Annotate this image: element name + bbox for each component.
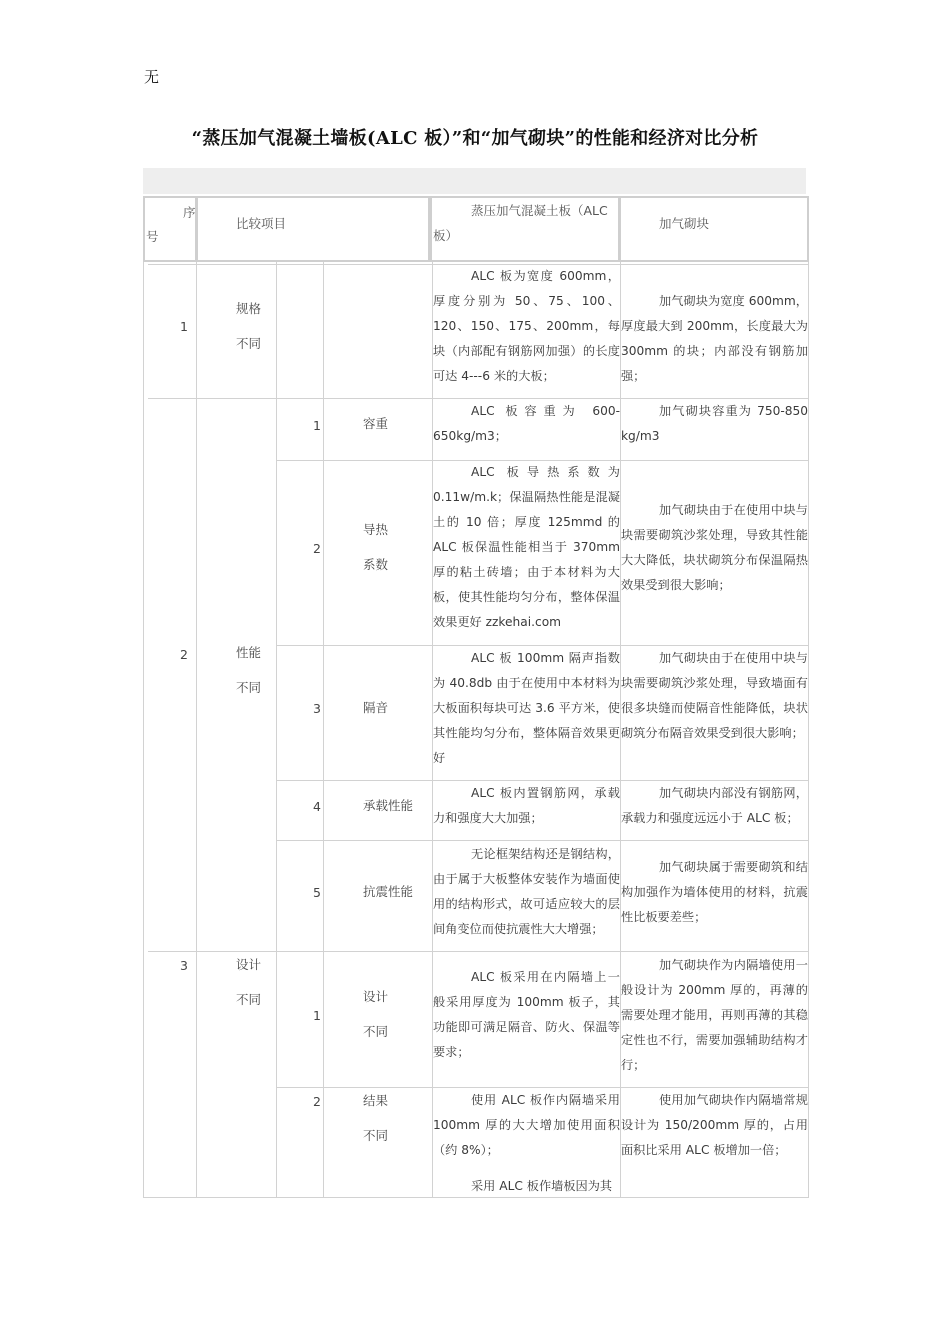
row2-number: 2 [180, 647, 188, 662]
row2-sub3-number: 3 [313, 701, 321, 716]
header-block: 加气砌块 [659, 216, 710, 231]
header-item: 比较项目 [236, 216, 287, 231]
hline-r2s4-end [277, 840, 808, 841]
row3-number: 3 [180, 958, 188, 973]
row2-sub3-alc-text: ALC 板 100mm 隔声指数为 40.8db 由于在使用中本材料为大板面积每块可达 3.6 平方米，使其性能均匀分布，整体隔音效果更好 [433, 651, 620, 765]
header-seq-top: 序 [183, 205, 196, 220]
header-item-cell [196, 196, 430, 262]
vline-seq [196, 262, 197, 1198]
row2-sub3-name: 隔音 [363, 700, 389, 715]
row2-sub2-name-b: 系数 [363, 557, 389, 572]
row2-sub5-alc-text: 无论框架结构还是钢结构，由于属于大板整体安装作为墙面使用的结构形式，故可适应较大的层间角变位而使抗震性大大增强； [433, 847, 620, 936]
row3-sub2-name-b: 不同 [363, 1128, 389, 1143]
header-block-cell [619, 196, 809, 262]
row2-sub4-number: 4 [313, 799, 321, 814]
row2-category-b: 不同 [236, 680, 262, 695]
vline-subnum [323, 262, 324, 1198]
row3-sub1-block-text: 加气砌块作为内隔墙使用一般设计为 200mm 厚的，再薄的需要处理才能用，再则再薄的其稳定性也不行，需要加强辅助结构才行； [621, 958, 808, 1072]
row2-sub2-alc-text: ALC 板导热系数为 0.11w/m.k；保温隔热性能是混凝土的 10 倍；厚度 125mmd 的 ALC 板保温性能相当于 370mm 厚的粘土砖墙；由于本材料为大板，使其性能均匀分布，整体保温效果更好 zzkehai.com [433, 465, 620, 629]
row2-sub1-block-text: 加气砌块容重为 750-850 kg/m3 [621, 404, 808, 443]
row1-number: 1 [180, 319, 188, 334]
row3-sub1-name-a: 设计 [363, 989, 389, 1004]
vline-left [143, 262, 144, 1198]
row2-category-a: 性能 [236, 645, 262, 660]
row3-sub1-number: 1 [313, 1008, 321, 1023]
row2-sub2-block-text: 加气砌块由于在使用中块与块需要砌筑沙浆处理，导致其性能大大降低，块状砌筑分布保温隔热效果受到很大影响； [621, 503, 808, 592]
row2-sub1-alc-text: ALC 板容重为 600-650kg/m3； [433, 404, 620, 443]
row3-category-b: 不同 [236, 992, 262, 1007]
vline-item [276, 262, 277, 1198]
row2-sub1-name: 容重 [363, 416, 389, 431]
header-alc: 蒸压加气混凝土板（ALC 板） [433, 203, 608, 243]
row3-sub2-number: 2 [313, 1094, 321, 1109]
row2-sub2-name-a: 导热 [363, 522, 389, 537]
row2-sub4-block-text: 加气砌块内部没有钢筋网，承载力和强度远远小于 ALC 板； [621, 786, 808, 825]
row2-sub3-block-text: 加气砌块由于在使用中块与块需要砌筑沙浆处理，导致墙面有很多块缝而使隔音性能降低，块状砌筑分布隔音效果受到很大影响； [621, 651, 808, 740]
vline-right [808, 262, 809, 1198]
row3-sub2-name-a: 结果 [363, 1093, 389, 1108]
row2-sub5-number: 5 [313, 885, 321, 900]
row1-category-a: 规格 [236, 301, 262, 316]
corner-text: 无 [144, 68, 160, 86]
row2-sub5-name: 抗震性能 [363, 884, 414, 899]
row2-sub2-number: 2 [313, 541, 321, 556]
row3-sub2-block-text: 使用加气砌块作内隔墙常规设计为 150/200mm 厚的，占用面积比采用 ALC 板增加一倍； [621, 1093, 808, 1157]
row3-sub2-alc-extra: 采用 ALC 板作墙板因为其 [471, 1179, 613, 1193]
row1-block-text: 加气砌块为宽度 600mm，厚度最大到 200mm，长度最大为 300mm 的块；内部没有钢筋加强； [621, 294, 808, 383]
row1-alc-text: ALC 板为宽度 600mm，厚度分别为 50、75、100、120、150、175、200mm，每块（内部配有钢筋网加强）的长度可达 4---6 米的大板； [433, 269, 620, 383]
row3-category-a: 设计 [236, 957, 262, 972]
row2-sub4-name: 承载性能 [363, 798, 414, 813]
row3-sub1-alc-text: ALC 板采用在内隔墙上一般采用厚度为 100mm 板子，其功能即可满足隔音、防火、保温等要求； [433, 970, 620, 1059]
row2-sub5-block-text: 加气砌块属于需要砌筑和结构加强作为墙体使用的材料，抗震性比板要差些； [621, 860, 808, 924]
row1-category-b: 不同 [236, 336, 262, 351]
row3-sub1-name-b: 不同 [363, 1024, 389, 1039]
header-seq-bottom: 号 [146, 229, 159, 244]
row2-sub1-number: 1 [313, 418, 321, 433]
page-title: “蒸压加气混凝土墙板(ALC 板）”和“加气砌块”的性能和经济对比分析 [191, 128, 759, 149]
row3-sub2-alc-text: 使用 ALC 板作内隔墙采用 100mm 厚的大大增加使用面积（约 8%）； [433, 1093, 620, 1157]
row2-sub4-alc-text: ALC 板内置钢筋网，承载力和强度大大加强； [433, 786, 620, 825]
